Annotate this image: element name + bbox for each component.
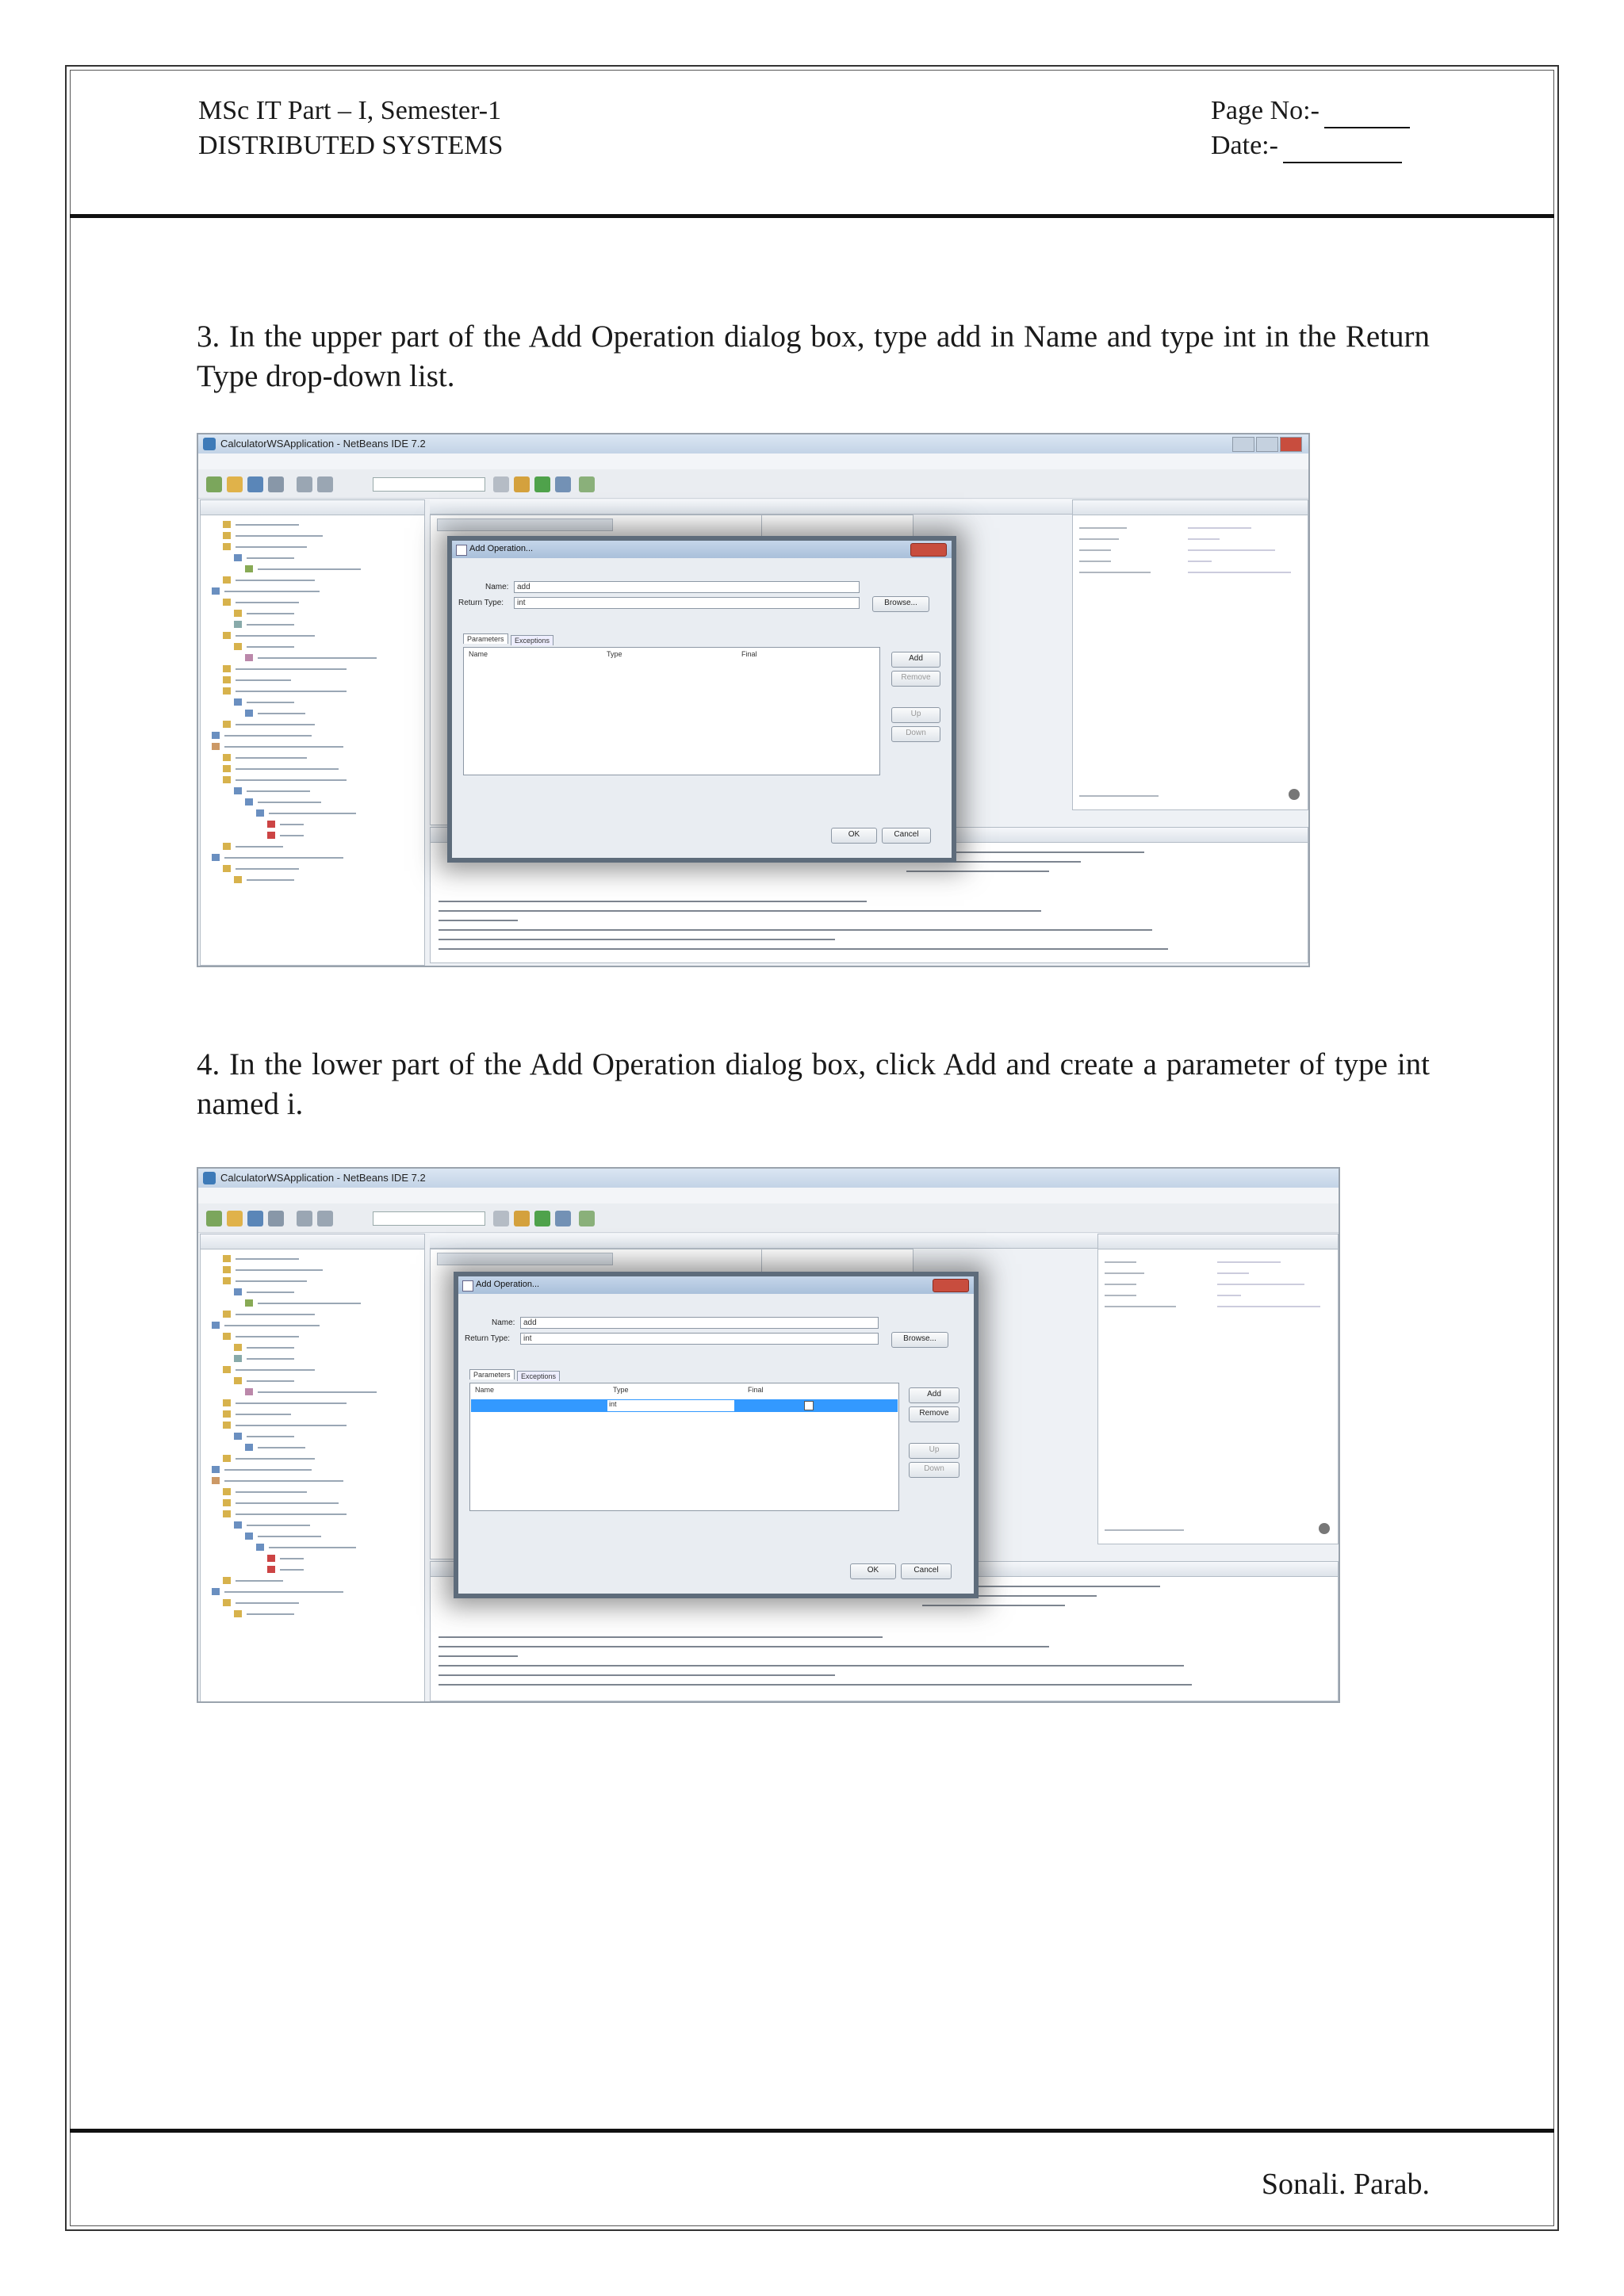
property-value bbox=[1217, 1284, 1304, 1285]
ok-button[interactable]: OK bbox=[831, 828, 877, 844]
tree-item[interactable] bbox=[236, 679, 291, 681]
folder-icon bbox=[223, 776, 231, 783]
property-value bbox=[1217, 1295, 1241, 1296]
ide-screenshot-2 bbox=[197, 1167, 1340, 1703]
folder-icon bbox=[234, 610, 242, 617]
property-row bbox=[1105, 1284, 1136, 1285]
tree-item[interactable] bbox=[224, 857, 343, 859]
minimize-icon[interactable] bbox=[1232, 437, 1254, 452]
tree-item[interactable] bbox=[236, 1602, 299, 1604]
property-row bbox=[1079, 572, 1151, 573]
tree-item[interactable] bbox=[280, 835, 304, 836]
folder-icon bbox=[223, 543, 231, 550]
service-icon bbox=[234, 698, 242, 706]
dialog-icon bbox=[462, 1280, 473, 1292]
output-line bbox=[439, 929, 1152, 931]
tree-item[interactable] bbox=[247, 1613, 294, 1615]
folder-icon bbox=[223, 1255, 231, 1262]
open-project-icon[interactable] bbox=[227, 1211, 243, 1226]
window-title: CalculatorWSApplication - NetBeans IDE 7.2 bbox=[220, 438, 426, 450]
move-down-button[interactable]: Down bbox=[909, 1462, 959, 1478]
service-icon bbox=[234, 1521, 242, 1529]
folder-icon bbox=[223, 521, 231, 528]
folder-icon bbox=[223, 1277, 231, 1284]
save-icon[interactable] bbox=[247, 476, 263, 492]
tree-item[interactable] bbox=[236, 691, 347, 692]
folder-icon bbox=[223, 1499, 231, 1506]
properties-panel-header bbox=[1073, 500, 1308, 515]
tree-item[interactable] bbox=[236, 668, 347, 670]
tree-item[interactable] bbox=[236, 1458, 315, 1460]
folder-icon bbox=[223, 1410, 231, 1418]
tree-item[interactable] bbox=[236, 1513, 347, 1515]
return-type-label: Return Type: bbox=[465, 1334, 511, 1343]
operation-icon bbox=[267, 1555, 275, 1562]
header-rule bbox=[70, 214, 1554, 218]
profile-icon[interactable] bbox=[579, 1211, 595, 1226]
dialog-title: Add Operation... bbox=[476, 1280, 540, 1289]
port-icon bbox=[256, 809, 264, 817]
projects-panel-tabs[interactable] bbox=[201, 500, 424, 515]
tree-item[interactable] bbox=[247, 879, 294, 881]
properties-footer bbox=[1079, 795, 1159, 797]
folder-icon bbox=[223, 754, 231, 761]
tab-parameters[interactable]: Parameters bbox=[469, 1369, 515, 1380]
property-value bbox=[1217, 1306, 1320, 1307]
folder-icon bbox=[223, 665, 231, 672]
property-row bbox=[1105, 1295, 1136, 1296]
window-title: CalculatorWSApplication - NetBeans IDE 7.2 bbox=[220, 1172, 426, 1184]
tree-item[interactable] bbox=[236, 846, 283, 848]
page-no-blank bbox=[1324, 101, 1410, 128]
service-icon bbox=[245, 710, 253, 717]
project-icon bbox=[212, 854, 220, 861]
remove-parameter-button[interactable]: Remove bbox=[891, 671, 940, 687]
dialog-title: Add Operation... bbox=[469, 544, 534, 553]
tree-item[interactable] bbox=[236, 1258, 299, 1260]
save-all-icon[interactable] bbox=[268, 476, 284, 492]
dialog-icon bbox=[456, 545, 467, 556]
col-type-header: Type bbox=[613, 1386, 629, 1394]
service-icon bbox=[234, 787, 242, 794]
build-icon[interactable] bbox=[493, 476, 509, 492]
tree-item[interactable] bbox=[247, 1525, 310, 1526]
tree-item[interactable] bbox=[236, 580, 315, 581]
output-line bbox=[439, 1636, 883, 1638]
close-icon[interactable] bbox=[1280, 437, 1302, 452]
method-icon bbox=[245, 565, 253, 572]
tree-item[interactable] bbox=[247, 613, 294, 614]
tree-item[interactable] bbox=[224, 1480, 343, 1482]
property-value bbox=[1188, 572, 1291, 573]
maximize-icon[interactable] bbox=[1256, 437, 1278, 452]
service-icon bbox=[234, 554, 242, 561]
redo-icon[interactable] bbox=[317, 1211, 333, 1226]
file-icon bbox=[234, 1355, 242, 1362]
tree-item[interactable] bbox=[236, 1336, 299, 1337]
property-value bbox=[1217, 1261, 1281, 1263]
tree-item[interactable] bbox=[236, 1580, 283, 1582]
dialog-titlebar bbox=[452, 541, 952, 558]
properties-panel-header bbox=[1098, 1234, 1338, 1249]
output-line bbox=[439, 1646, 1049, 1647]
remove-parameter-button[interactable]: Remove bbox=[909, 1406, 959, 1422]
tree-item[interactable] bbox=[236, 757, 307, 759]
service-icon bbox=[245, 1444, 253, 1451]
tree-item[interactable] bbox=[247, 1436, 294, 1437]
project-icon bbox=[212, 1477, 220, 1484]
ok-button[interactable]: OK bbox=[850, 1563, 896, 1579]
property-value bbox=[1188, 538, 1220, 540]
page-no-label: Page No:- bbox=[1211, 96, 1320, 125]
tree-item[interactable] bbox=[224, 1469, 312, 1471]
tree-item[interactable] bbox=[258, 713, 305, 714]
output-line bbox=[439, 939, 835, 940]
tree-item[interactable] bbox=[247, 1292, 294, 1293]
tree-item[interactable] bbox=[247, 624, 294, 626]
save-icon[interactable] bbox=[247, 1211, 263, 1226]
help-icon[interactable] bbox=[1289, 789, 1300, 800]
tree-item[interactable] bbox=[258, 1447, 305, 1448]
tree-item[interactable] bbox=[236, 1269, 323, 1271]
folder-icon bbox=[223, 1455, 231, 1462]
table-row[interactable] bbox=[471, 1399, 898, 1412]
method-icon bbox=[245, 1299, 253, 1307]
project-icon bbox=[212, 1588, 220, 1595]
footer-rule bbox=[70, 2129, 1554, 2133]
undo-icon[interactable] bbox=[297, 1211, 312, 1226]
tree-item[interactable] bbox=[258, 802, 321, 803]
folder-icon bbox=[223, 765, 231, 772]
browse-button[interactable]: Browse... bbox=[872, 596, 929, 612]
undo-icon[interactable] bbox=[297, 476, 312, 492]
tree-item[interactable] bbox=[258, 1391, 377, 1393]
property-row bbox=[1105, 1261, 1136, 1263]
dialog-close-button[interactable] bbox=[910, 543, 947, 557]
course-line: MSc IT Part – I, Semester-1 bbox=[198, 96, 502, 125]
config-select[interactable] bbox=[373, 1211, 485, 1226]
project-icon bbox=[212, 587, 220, 595]
cancel-button[interactable]: Cancel bbox=[882, 828, 931, 844]
tree-item[interactable] bbox=[236, 1314, 315, 1315]
folder-icon bbox=[223, 1399, 231, 1406]
editor-subtoolbar[interactable] bbox=[437, 519, 613, 531]
operation-icon bbox=[267, 1566, 275, 1573]
projects-panel bbox=[200, 1234, 425, 1703]
col-type-header: Type bbox=[607, 650, 622, 658]
tree-item[interactable] bbox=[236, 1491, 307, 1493]
tree-item[interactable] bbox=[236, 768, 339, 770]
footer-author: Sonali. Parab. bbox=[1261, 2168, 1430, 2201]
tree-item[interactable] bbox=[236, 779, 347, 781]
tree-item[interactable] bbox=[236, 524, 299, 526]
clean-build-icon[interactable] bbox=[514, 476, 530, 492]
clean-build-icon[interactable] bbox=[514, 1211, 530, 1226]
return-type-label: Return Type: bbox=[458, 599, 504, 607]
tree-item[interactable] bbox=[280, 1569, 304, 1571]
browse-button[interactable]: Browse... bbox=[891, 1332, 948, 1348]
parameters-table bbox=[463, 647, 880, 775]
tree-item[interactable] bbox=[247, 1380, 294, 1382]
col-name-header: Name bbox=[475, 1386, 495, 1394]
tree-item[interactable] bbox=[269, 1547, 356, 1548]
tree-item[interactable] bbox=[236, 635, 315, 637]
output-line bbox=[439, 1684, 1192, 1686]
step-4-text: 4. In the lower part of the Add Operation dialog box, click Add and create a parameter of type int named i. bbox=[197, 1047, 1430, 1121]
property-value bbox=[1188, 549, 1275, 551]
final-checkbox[interactable] bbox=[804, 1401, 814, 1410]
redo-icon[interactable] bbox=[317, 476, 333, 492]
name-label: Name: bbox=[485, 583, 509, 591]
port-icon bbox=[256, 1544, 264, 1551]
tree-item[interactable] bbox=[236, 1502, 339, 1504]
add-parameter-button[interactable]: Add bbox=[909, 1387, 959, 1403]
tree-item[interactable] bbox=[236, 1414, 291, 1415]
tree-item[interactable] bbox=[236, 535, 323, 537]
folder-icon bbox=[223, 632, 231, 639]
return-type-input[interactable]: int bbox=[520, 1333, 879, 1345]
folder-icon bbox=[223, 843, 231, 850]
window-controls bbox=[1232, 437, 1302, 452]
property-value bbox=[1217, 1272, 1249, 1274]
folder-icon bbox=[223, 687, 231, 695]
properties-panel bbox=[1072, 499, 1308, 810]
config-select[interactable] bbox=[373, 477, 485, 492]
folder-icon bbox=[223, 1577, 231, 1584]
tree-item[interactable] bbox=[236, 868, 299, 870]
tree-item[interactable] bbox=[280, 824, 304, 825]
move-up-button[interactable]: Up bbox=[891, 707, 940, 723]
window-titlebar bbox=[198, 1169, 1339, 1188]
tree-item[interactable] bbox=[224, 746, 343, 748]
run-icon[interactable] bbox=[534, 476, 550, 492]
netbeans-icon bbox=[203, 1172, 216, 1184]
tree-item[interactable] bbox=[236, 724, 315, 725]
folder-icon bbox=[223, 1311, 231, 1318]
open-project-icon[interactable] bbox=[227, 476, 243, 492]
header-course bbox=[198, 94, 503, 163]
tree-item[interactable] bbox=[258, 1536, 321, 1537]
file-icon bbox=[234, 621, 242, 628]
project-icon bbox=[212, 1466, 220, 1473]
tab-parameters[interactable]: Parameters bbox=[463, 633, 508, 644]
operation-icon bbox=[267, 832, 275, 839]
tree-item[interactable] bbox=[247, 1358, 294, 1360]
tree-item[interactable] bbox=[247, 1347, 294, 1349]
folder-icon bbox=[234, 1344, 242, 1351]
tree-item[interactable] bbox=[247, 790, 310, 792]
debug-icon[interactable] bbox=[555, 476, 571, 492]
property-row bbox=[1079, 538, 1119, 540]
folder-icon bbox=[234, 1610, 242, 1617]
folder-icon bbox=[223, 1599, 231, 1606]
service-icon bbox=[245, 798, 253, 806]
folder-icon bbox=[223, 1488, 231, 1495]
tree-item[interactable] bbox=[224, 591, 320, 592]
tree-item[interactable] bbox=[236, 1369, 315, 1371]
save-all-icon[interactable] bbox=[268, 1211, 284, 1226]
property-row bbox=[1105, 1306, 1176, 1307]
service-icon bbox=[245, 1533, 253, 1540]
project-icon bbox=[212, 732, 220, 739]
new-project-icon[interactable] bbox=[206, 1211, 222, 1226]
folder-icon bbox=[223, 676, 231, 683]
editor-subtoolbar[interactable] bbox=[437, 1253, 613, 1265]
col-final-header: Final bbox=[741, 650, 757, 658]
folder-icon bbox=[223, 1333, 231, 1340]
projects-panel bbox=[200, 499, 425, 966]
netbeans-icon bbox=[203, 438, 216, 450]
folder-icon bbox=[223, 532, 231, 539]
tree-item[interactable] bbox=[236, 1402, 347, 1404]
folder-icon bbox=[223, 1366, 231, 1373]
property-row bbox=[1105, 1272, 1144, 1274]
subject-line: DISTRIBUTED SYSTEMS bbox=[198, 131, 504, 160]
project-icon bbox=[212, 743, 220, 750]
tree-item[interactable] bbox=[258, 657, 377, 659]
type-cell-editor[interactable]: int bbox=[607, 1400, 734, 1411]
col-name-header: Name bbox=[469, 650, 488, 658]
service-icon bbox=[234, 1288, 242, 1295]
name-label: Name: bbox=[492, 1318, 515, 1327]
folder-icon bbox=[223, 721, 231, 728]
output-line bbox=[439, 1655, 518, 1657]
projects-panel-tabs[interactable] bbox=[201, 1234, 424, 1249]
folder-icon bbox=[234, 643, 242, 650]
window-titlebar bbox=[198, 434, 1308, 454]
folder-icon bbox=[223, 599, 231, 606]
tree-item[interactable] bbox=[236, 1425, 347, 1426]
folder-icon bbox=[223, 576, 231, 584]
name-input[interactable]: add bbox=[514, 581, 860, 593]
output-line bbox=[439, 910, 1041, 912]
folder-icon bbox=[234, 876, 242, 883]
add-operation-dialog bbox=[454, 1272, 979, 1598]
property-value bbox=[1188, 527, 1251, 529]
folder-icon bbox=[223, 1422, 231, 1429]
folder-icon bbox=[223, 1266, 231, 1273]
property-row bbox=[1079, 527, 1127, 529]
project-icon bbox=[212, 1322, 220, 1329]
run-icon[interactable] bbox=[534, 1211, 550, 1226]
property-row bbox=[1079, 549, 1111, 551]
tree-item[interactable] bbox=[247, 557, 294, 559]
tab-exceptions[interactable]: Exceptions bbox=[517, 1371, 560, 1381]
header-meta bbox=[1211, 94, 1410, 163]
tree-item[interactable] bbox=[247, 646, 294, 648]
tree-item[interactable] bbox=[224, 1591, 343, 1593]
move-up-button[interactable]: Up bbox=[909, 1443, 959, 1459]
toolbar bbox=[198, 469, 1308, 499]
tree-item[interactable] bbox=[236, 546, 307, 548]
toolbar bbox=[198, 1203, 1339, 1233]
date-blank bbox=[1283, 136, 1402, 163]
ide-screenshot-1 bbox=[197, 433, 1310, 967]
tree-item[interactable] bbox=[258, 568, 361, 570]
java-file-icon bbox=[245, 654, 253, 661]
help-icon[interactable] bbox=[1319, 1523, 1330, 1534]
output-line bbox=[439, 1665, 1184, 1667]
properties-panel bbox=[1097, 1234, 1339, 1544]
folder-icon bbox=[223, 865, 231, 872]
folder-icon bbox=[223, 1510, 231, 1517]
menu-bar bbox=[198, 453, 1308, 470]
debug-icon[interactable] bbox=[555, 1211, 571, 1226]
output-line bbox=[439, 1674, 835, 1676]
tree-item[interactable] bbox=[236, 602, 299, 603]
cancel-button[interactable]: Cancel bbox=[901, 1563, 952, 1579]
tree-item[interactable] bbox=[258, 1303, 361, 1304]
parameters-table bbox=[469, 1383, 899, 1511]
folder-icon bbox=[234, 1377, 242, 1384]
step-3-text: 3. In the upper part of the Add Operation dialog box, type add in Name and type int in the Return Type drop-down list. bbox=[197, 320, 1430, 393]
date-label: Date:- bbox=[1211, 131, 1278, 160]
output-line bbox=[439, 901, 867, 902]
service-icon bbox=[234, 1433, 242, 1440]
output-line bbox=[906, 871, 1049, 872]
java-file-icon bbox=[245, 1388, 253, 1395]
tree-item[interactable] bbox=[247, 702, 294, 703]
tree-item[interactable] bbox=[269, 813, 356, 814]
build-icon[interactable] bbox=[493, 1211, 509, 1226]
operation-icon bbox=[267, 821, 275, 828]
dialog-titlebar bbox=[458, 1276, 974, 1294]
output-line bbox=[439, 948, 1168, 950]
add-parameter-button[interactable]: Add bbox=[891, 652, 940, 668]
output-line bbox=[922, 1605, 1065, 1606]
tree-item[interactable] bbox=[224, 1325, 320, 1326]
property-row bbox=[1079, 561, 1111, 562]
dialog-close-button[interactable] bbox=[933, 1279, 969, 1292]
tab-exceptions[interactable]: Exceptions bbox=[511, 635, 553, 645]
return-type-input[interactable]: int bbox=[514, 597, 860, 609]
profile-icon[interactable] bbox=[579, 476, 595, 492]
tree-item[interactable] bbox=[236, 1280, 307, 1282]
col-final-header: Final bbox=[748, 1386, 764, 1394]
name-input[interactable]: add bbox=[520, 1317, 879, 1329]
tree-item[interactable] bbox=[224, 735, 312, 737]
properties-footer bbox=[1105, 1529, 1184, 1531]
new-project-icon[interactable] bbox=[206, 476, 222, 492]
property-value bbox=[1188, 561, 1212, 562]
move-down-button[interactable]: Down bbox=[891, 726, 940, 742]
tree-item[interactable] bbox=[280, 1558, 304, 1559]
add-operation-dialog bbox=[447, 536, 956, 863]
menu-bar bbox=[198, 1188, 1339, 1204]
output-line bbox=[439, 920, 518, 921]
